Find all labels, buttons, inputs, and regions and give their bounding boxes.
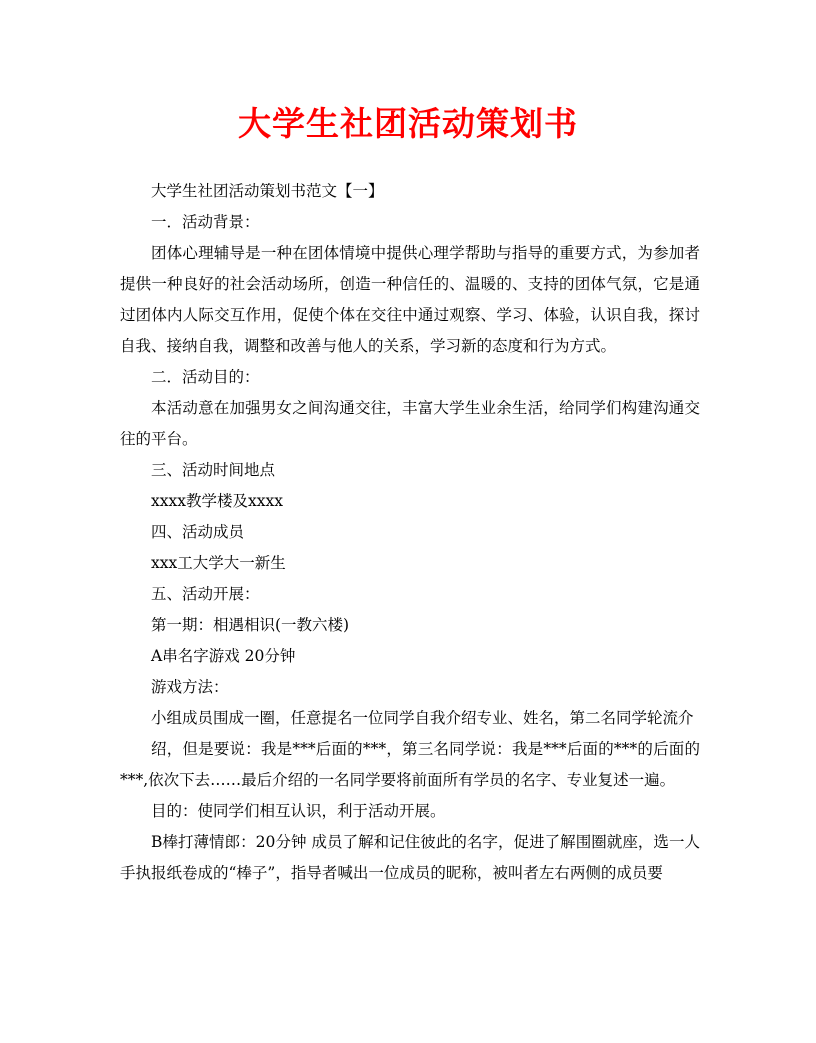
paragraph-background-body: 团体心理辅导是一种在团体情境中提供心理学帮助与指导的重要方式，为参加者提供一种良好的社会活动场所，创造一种信任的、温暖的、支持的团体气氛，它是通过团体内人际交互作用，促使个体在交往中通过观察、学习、体验，认识自我，探讨自我、接纳自我，调整和改善与他人的关系，学习新的态度和行为方式。 [120, 244, 700, 355]
paragraph-time-place-body: xxxx教学楼及xxxx [151, 492, 283, 510]
paragraph-sample-heading: 大学生社团活动策划书范文【一】 [151, 182, 384, 200]
paragraph-background-heading: 一．活动背景： [151, 213, 260, 231]
paragraph-members-body: xxx工大学大一新生 [151, 554, 286, 572]
paragraph-game-b: B棒打薄情郎：20分钟 成员了解和记住彼此的名字，促进了解围圈就座，选一人手执报纸卷成的“棒子”，指导者喊出一位成员的昵称，被叫者左右两侧的成员要 [120, 833, 700, 882]
paragraph-phase-one: 第一期：相遇相识(一教六楼) [151, 616, 350, 634]
paragraph-game-method-heading: 游戏方法： [151, 678, 229, 696]
paragraph-game-goal: 目的：使同学们相互认识，利于活动开展。 [151, 802, 446, 820]
paragraph-activities-heading: 五、活动开展： [151, 585, 260, 603]
paragraph-game-a: A串名字游戏 20分钟 [151, 647, 296, 665]
paragraph-game-method-continued: 绍，但是要说：我是***后面的***，第三名同学说：我是***后面的***的后面的***,依次下去……最后介绍的一名同学要将前面所有学员的名字、专业复述一遍。 [120, 740, 700, 789]
paragraph-members-heading: 四、活动成员 [151, 523, 245, 541]
paragraph-game-method-body: 小组成员围成一圈，任意提名一位同学自我介绍专业、姓名，第二名同学轮流介 [151, 709, 694, 727]
document-title: 大学生社团活动策划书 [238, 104, 578, 143]
paragraph-purpose-body: 本活动意在加强男女之间沟通交往，丰富大学生业余生活，给同学们构建沟通交往的平台。 [120, 399, 700, 448]
paragraph-purpose-heading: 二．活动目的： [151, 368, 260, 386]
paragraph-time-place-heading: 三、活动时间地点 [151, 461, 276, 479]
document-body [120, 176, 700, 889]
